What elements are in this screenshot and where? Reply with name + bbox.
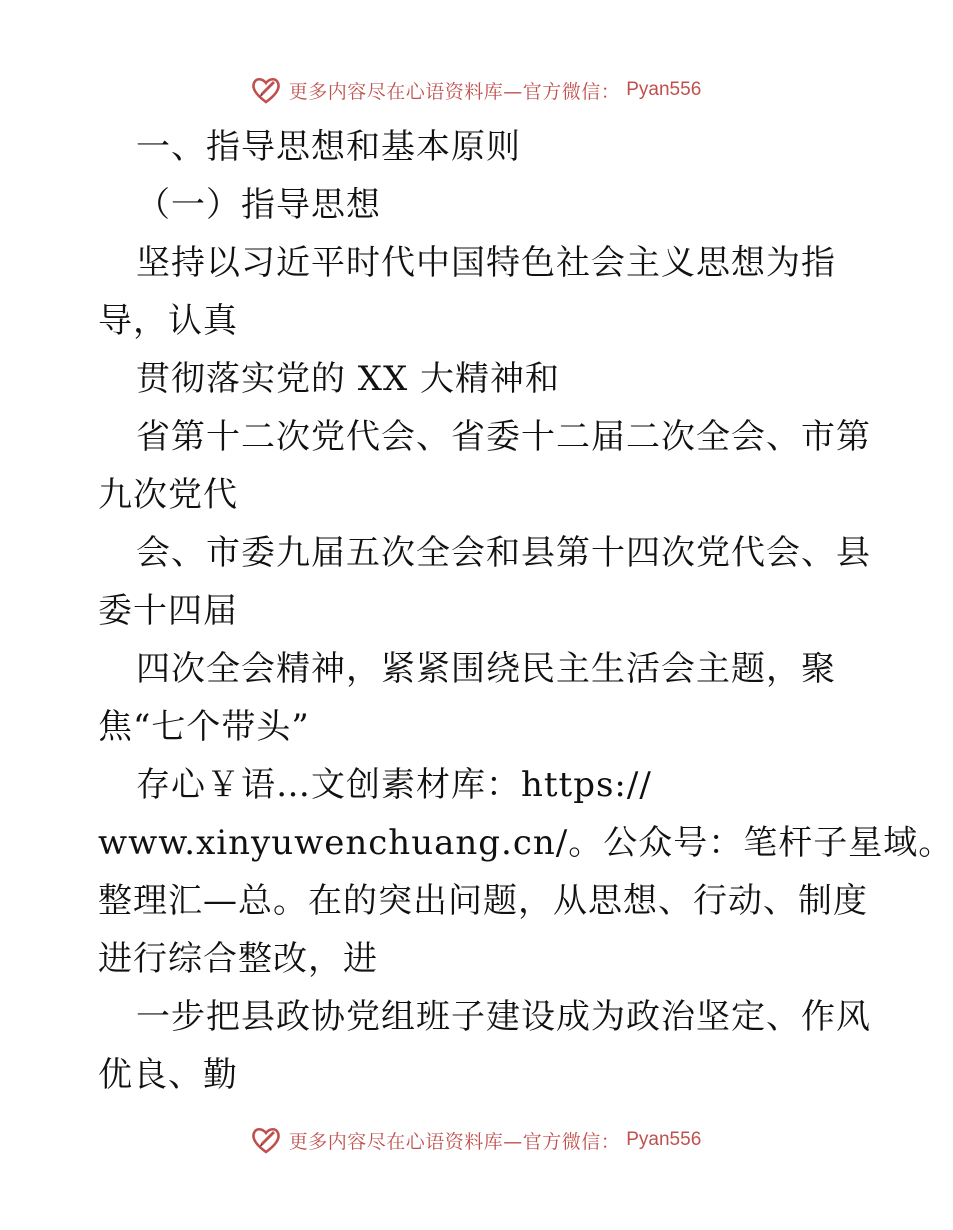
heart-logo-icon <box>249 1123 283 1157</box>
text-line: 一步把县政协党组班子建设成为政治坚定、作风 <box>136 997 871 1037</box>
text-line: 会、市委九届五次全会和县第十四次党代会、县 <box>136 533 871 573</box>
text-line: 存心￥语…文创素材库：https:// <box>136 765 652 805</box>
text-line: www.xinyuwenchuang.cn/。公众号：笔杆子星域。 <box>98 823 953 863</box>
heart-logo-icon <box>249 73 283 107</box>
text-line: 坚持以习近平时代中国特色社会主义思想为指 <box>136 243 836 283</box>
document-body <box>98 118 953 1104</box>
header-banner <box>0 70 950 110</box>
text-line: 贯彻落实党的 XX 大精神和 <box>136 359 561 399</box>
footer-banner <box>0 1120 950 1160</box>
text-line: 一、指导思想和基本原则 <box>136 127 521 167</box>
text-line: 九次党代 <box>98 475 238 515</box>
text-line: 四次全会精神，紧紧围绕民主生活会主题，聚 <box>136 649 836 689</box>
banner-wechat-id: Pyan556 <box>626 79 702 100</box>
text-line: 导，认真 <box>98 301 238 341</box>
banner-text: 更多内容尽在心语资料库—官方微信： <box>288 1130 621 1153</box>
text-line: 优良、勤 <box>98 1055 238 1095</box>
text-line: （一）指导思想 <box>136 185 381 225</box>
text-line: 省第十二次党代会、省委十二届二次全会、市第 <box>136 417 871 457</box>
text-line: 进行综合整改，进 <box>98 939 378 979</box>
text-line: 整理汇—总。在的突出问题，从思想、行动、制度 <box>98 881 868 921</box>
text-line: 焦“七个带头” <box>98 707 310 747</box>
banner-text: 更多内容尽在心语资料库—官方微信： <box>288 80 621 103</box>
text-line: 委十四届 <box>98 591 238 631</box>
banner-wechat-id: Pyan556 <box>626 1129 702 1150</box>
